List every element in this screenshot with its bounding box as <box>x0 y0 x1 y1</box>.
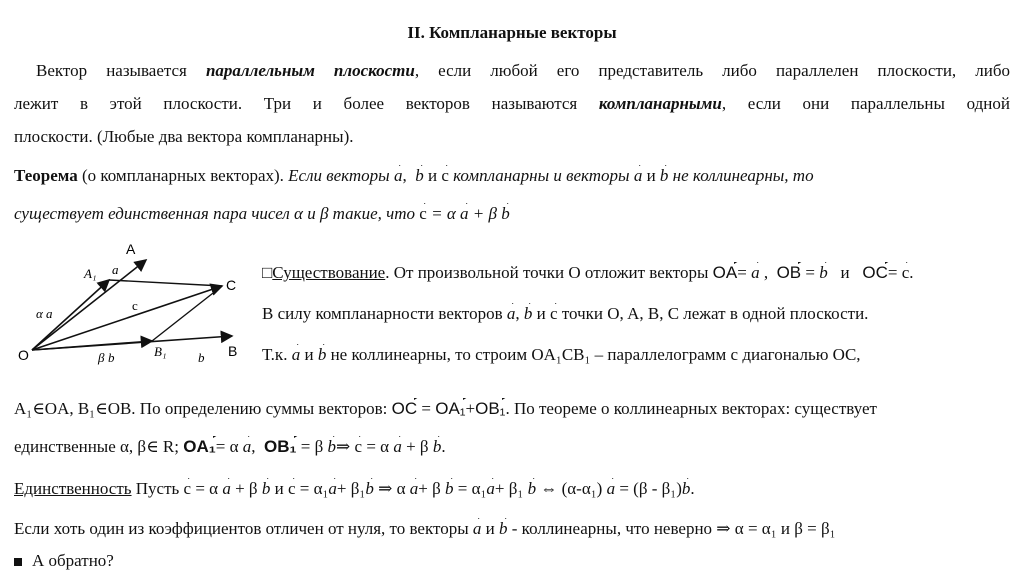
existence-text: точки O, A, B, C лежат в одной плоскости. <box>557 304 869 323</box>
existence-line-3: Т.к. a и b не коллинеарны, то строим OA₁CB₁ – параллелограмм с диагональю OC, <box>262 345 861 364</box>
existence-line-2: В силу компланарности векторов a, b и c точки O, A, B, C лежат в одной плоскости. <box>262 304 869 323</box>
proof-line-1: A₁∈OA, B₁∈OB. По определению суммы векторов: OC = OA₁+OB₁. По теореме о коллинеарных векторах: существует <box>14 399 877 418</box>
definition-text: , если любой его представитель либо параллелен плоскости, либо <box>414 61 1010 80</box>
label-c: C <box>226 277 237 293</box>
vector-ob1 <box>32 341 152 350</box>
existence-text: Т.к. <box>262 345 292 364</box>
conclusion-line: Если хоть один из коэффициентов отличен от нуля, то векторы a и b - коллинеарны, что неверно ⇒ α = α₁ и β = β₁ <box>14 519 836 538</box>
existence-text: не коллинеарны, то строим OA₁CB₁ – параллелограмм с диагональю OC, <box>326 345 861 364</box>
definition-text: , если они параллельны одной <box>721 94 1010 113</box>
existence-line-1: □Существование. От произвольной точки O отложит векторы OA= a , OB = b и OC= c. <box>262 263 914 282</box>
label-alpha-vec: a <box>46 306 53 321</box>
existence-label: Существование <box>272 263 386 282</box>
label-vec-a: a <box>112 262 119 277</box>
label-beta-vec: b <box>108 350 115 365</box>
theorem-label: Теорема <box>14 166 78 185</box>
theorem-text: и <box>423 166 442 185</box>
question-line <box>14 550 1010 572</box>
theorem-line-1: Теорема (о компланарных векторах). Если векторы a, b и c компланарны и векторы a и b не коллинеарны, то <box>14 166 814 185</box>
label-a1: A₁ <box>84 266 97 281</box>
label-vec-c: c <box>132 298 138 313</box>
label-o: O <box>18 347 29 363</box>
vector-oa1 <box>32 280 109 350</box>
label-b1: B₁ <box>154 344 167 359</box>
label-beta: β <box>98 350 105 365</box>
theorem-text: компланарны и векторы <box>448 166 634 185</box>
proof-text: Пусть <box>131 479 184 498</box>
proof-text: единственные α, β∈ R; <box>14 437 184 456</box>
definition-text: лежит в этой плоскости. Три и более векторов называются <box>14 94 599 113</box>
definition-line-1 <box>14 60 1010 82</box>
theorem-text: не коллинеарны, то <box>668 166 814 185</box>
bullet-square-icon <box>14 558 22 566</box>
label-a: A <box>126 241 136 257</box>
theorem-line-2: существует единственная пара чисел α и β такие, что c = α a + β b <box>14 204 510 223</box>
existence-text: . От произвольной точки O отложит векторы <box>385 263 713 282</box>
theorem-text: (о компланарных векторах). <box>77 166 289 185</box>
label-vec-b: b <box>198 350 205 365</box>
label-b: B <box>228 343 238 359</box>
side-b1c <box>152 286 222 341</box>
section-title: II. Компланарные векторы <box>407 23 617 42</box>
theorem-text: Если векторы <box>288 166 394 185</box>
proof-text: . По теореме о коллинеарных векторах: существует <box>505 399 877 418</box>
proof-text: - коллинеарны, что неверно ⇒ α = α₁ и β = β₁ <box>507 519 836 538</box>
uniqueness-line: Единственность Пусть c = α a + β b и c = α₁a+ β₁b ⇒ α a+ β b = α₁a+ β₁ b ⇔ (α-α₁) a = (β - β₁)b. <box>14 479 695 498</box>
theorem-text: существует единственная пара чисел α и β такие, что <box>14 204 420 223</box>
vector-oc <box>32 286 222 350</box>
proof-text: Если хоть один из коэффициентов отличен от нуля, то векторы <box>14 519 473 538</box>
question-text: А обратно? <box>32 551 114 570</box>
existence-text: В силу компланарности векторов <box>262 304 507 323</box>
definition-text: Вектор называется <box>36 61 206 80</box>
proof-text: A₁∈OA, B₁∈OB. По определению суммы векторов: <box>14 399 392 418</box>
proof-mark: □ <box>262 263 273 282</box>
theorem-equation: = α <box>426 204 460 223</box>
definition-line-3: плоскости. (Любые два вектора компланарны). <box>14 127 354 146</box>
label-alpha: α <box>36 306 43 321</box>
term-coplanar: компланарными <box>598 94 722 113</box>
proof-line-2: единственные α, β∈ R; OA₁= α a, OB₁ = β b⇒ c = α a + β b. <box>14 437 446 456</box>
parallelogram-diagram <box>14 240 254 370</box>
side-a1c <box>109 280 222 286</box>
term-parallel: параллельным плоскости <box>205 61 415 80</box>
uniqueness-label: Единственность <box>14 479 132 498</box>
definition-line-2 <box>14 93 1010 115</box>
